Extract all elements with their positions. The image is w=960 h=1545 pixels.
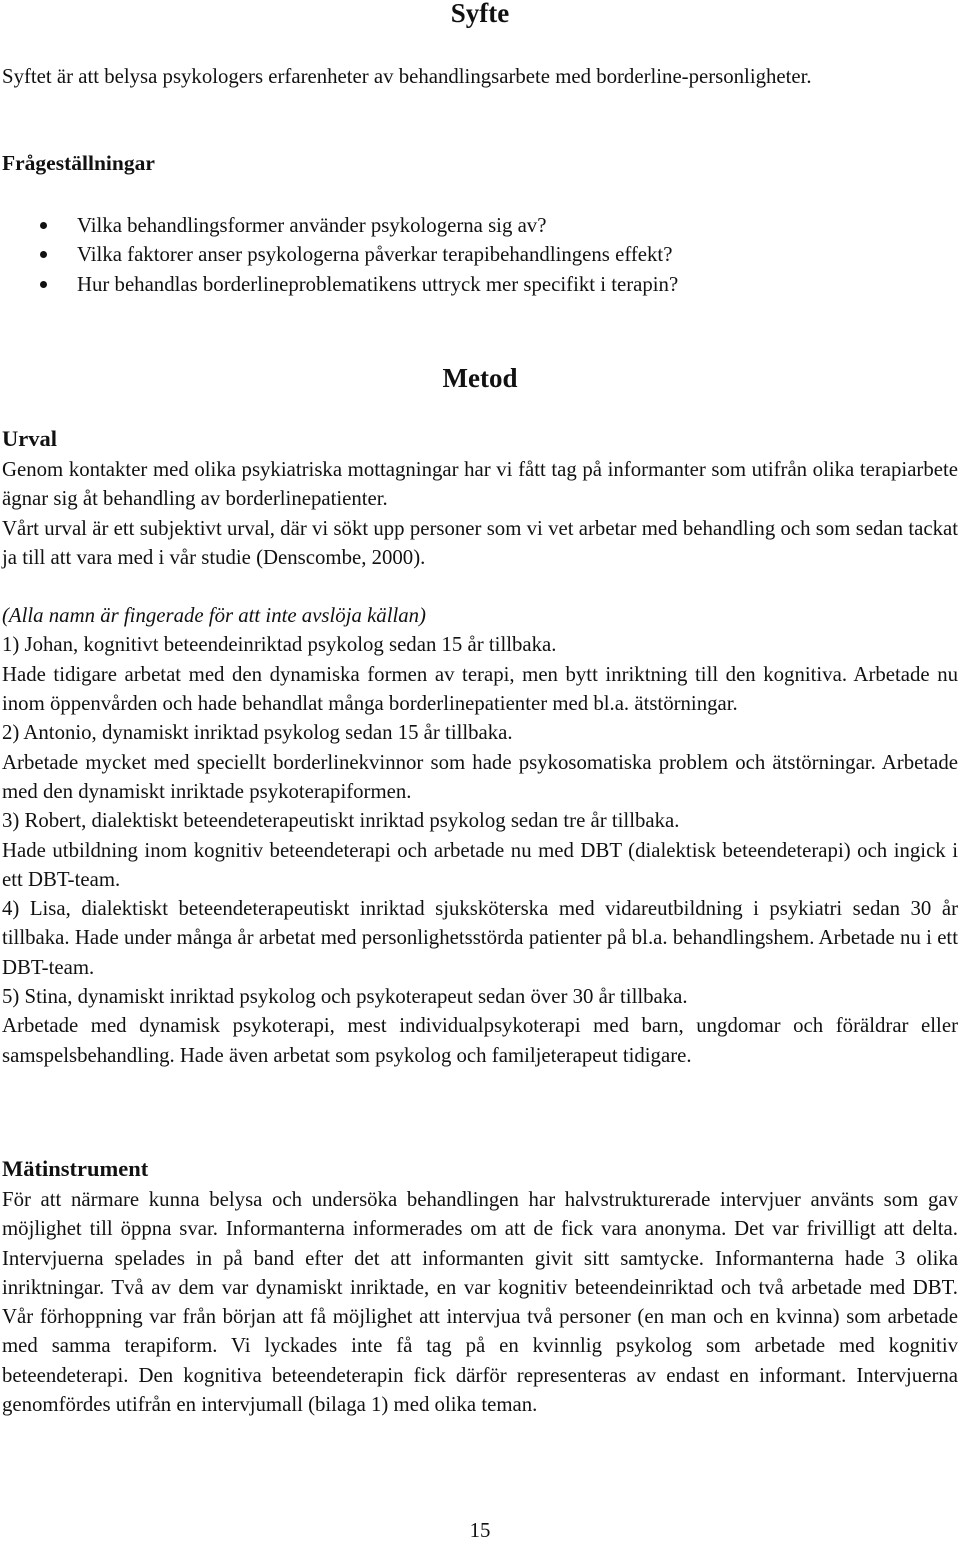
informant-5-desc: Arbetade med dynamisk psykoterapi, mest individualpsykoterapi med barn, ungdomar och föräldrar eller samspelsbehandling. Hade även arbetat som psykolog och familjeterapeut tidigare.: [2, 1014, 958, 1067]
subheading-fragestallningar: Frågeställningar: [2, 151, 155, 175]
subheading-urval: Urval: [2, 426, 57, 451]
page-number: 15: [469, 1519, 491, 1542]
matinstrument-paragraph: För att närmare kunna belysa och undersöka behandlingen har halvstrukturerade intervjuer använts som gav möjlighet till öppna svar. Informanterna informerades om att de fick vara anonyma. Det var frivilligt att delta. Intervjuerna spelades in på band efter det att informanten givit sitt samtycke. Informanterna hade 3 olika inriktningar. Två av dem var dynamiskt inriktade, en var kognitiv beteendeinriktad och två arbetade med DBT. Vår förhoppning var från början att få möjlighet att intervjua två personer (en man och en kvinna) som arbetade med samma terapiform. Vi lyckades inte få tag på en kvinnlig psykolog som arbetade med kognitiv beteendeterapi. Den kognitiva beteendeterapin fick därför representeras av endast en informant. Intervjuerna genomfördes utifrån en intervjumall (bilaga 1) med olika teman.: [2, 1188, 958, 1417]
bullet-icon: [40, 281, 47, 288]
informant-3-title: 3) Robert, dialektiskt beteendeterapeutiskt inriktad psykolog sedan tre år tillbaka.: [2, 809, 680, 833]
urval-body: [2, 455, 958, 1070]
urval-paragraph-1: Genom kontakter med olika psykiatriska mottagningar har vi fått tag på informanter som utifrån olika terapiarbete ägnar sig åt behandling av borderlinepatienter.: [2, 458, 958, 511]
informant-1-title: 1) Johan, kognitivt beteendeinriktad psykolog sedan 15 år tillbaka.: [2, 633, 557, 657]
informant-3-desc: Hade utbildning inom kognitiv beteendeterapi och arbetade nu med DBT (dialektisk beteendeterapi) och ingick i ett DBT-team.: [2, 838, 958, 891]
list-item: Vilka faktorer anser psykologerna påverkar terapibehandlingens effekt?: [2, 240, 678, 269]
urval-paragraph-2: Vårt urval är ett subjektivt urval, där vi sökt upp personer som vi vet arbetar med behandling och som sedan tackat ja till att vara med i vår studie (Denscombe, 2000).: [2, 516, 958, 569]
list-item: Hur behandlas borderlineproblematikens uttryck mer specifikt i terapin?: [2, 270, 678, 299]
bullet-icon: [40, 251, 47, 258]
subheading-matinstrument: Mätinstrument: [2, 1156, 149, 1181]
syfte-paragraph: Syftet är att belysa psykologers erfarenheter av behandlingsarbete med borderline-personligheter.: [2, 65, 812, 88]
informant-2-desc: Arbetade mycket med speciellt borderlinekvinnor som hade psykosomatiska problem och ätstörningar. Arbetade med den dynamiskt inriktade psykoterapiformen.: [2, 750, 958, 803]
informant-2-title: 2) Antonio, dynamiskt inriktad psykolog sedan 15 år tillbaka.: [2, 721, 513, 745]
section-heading-syfte: Syfte: [450, 0, 510, 28]
informant-4-title: 4) Lisa, dialektiskt beteendeterapeutiskt inriktad sjuksköterska med vidareutbildning i psykiatri sedan 30 år tillbaka. Hade under många år arbetat med personlighetsstörda patienter på bl.a. behandlingshem. Arbetade nu i ett DBT-team.: [2, 897, 958, 979]
informant-5-title: 5) Stina, dynamiskt inriktad psykolog och psykoterapeut sedan över 30 år tillbaka.: [2, 985, 688, 1009]
bullet-icon: [40, 222, 47, 229]
section-heading-metod: Metod: [442, 363, 518, 393]
question-list: [2, 211, 678, 299]
informant-1-desc: Hade tidigare arbetat med den dynamiska formen av terapi, men bytt inriktning till den kognitiva. Arbetade nu inom öppenvården och hade behandlat många borderlinepatienter med bl.a. ätstörningar.: [2, 662, 958, 716]
list-item: Vilka behandlingsformer använder psykologerna sig av?: [2, 211, 678, 240]
anonymity-note: (Alla namn är fingerade för att inte avslöja källan): [2, 604, 426, 628]
